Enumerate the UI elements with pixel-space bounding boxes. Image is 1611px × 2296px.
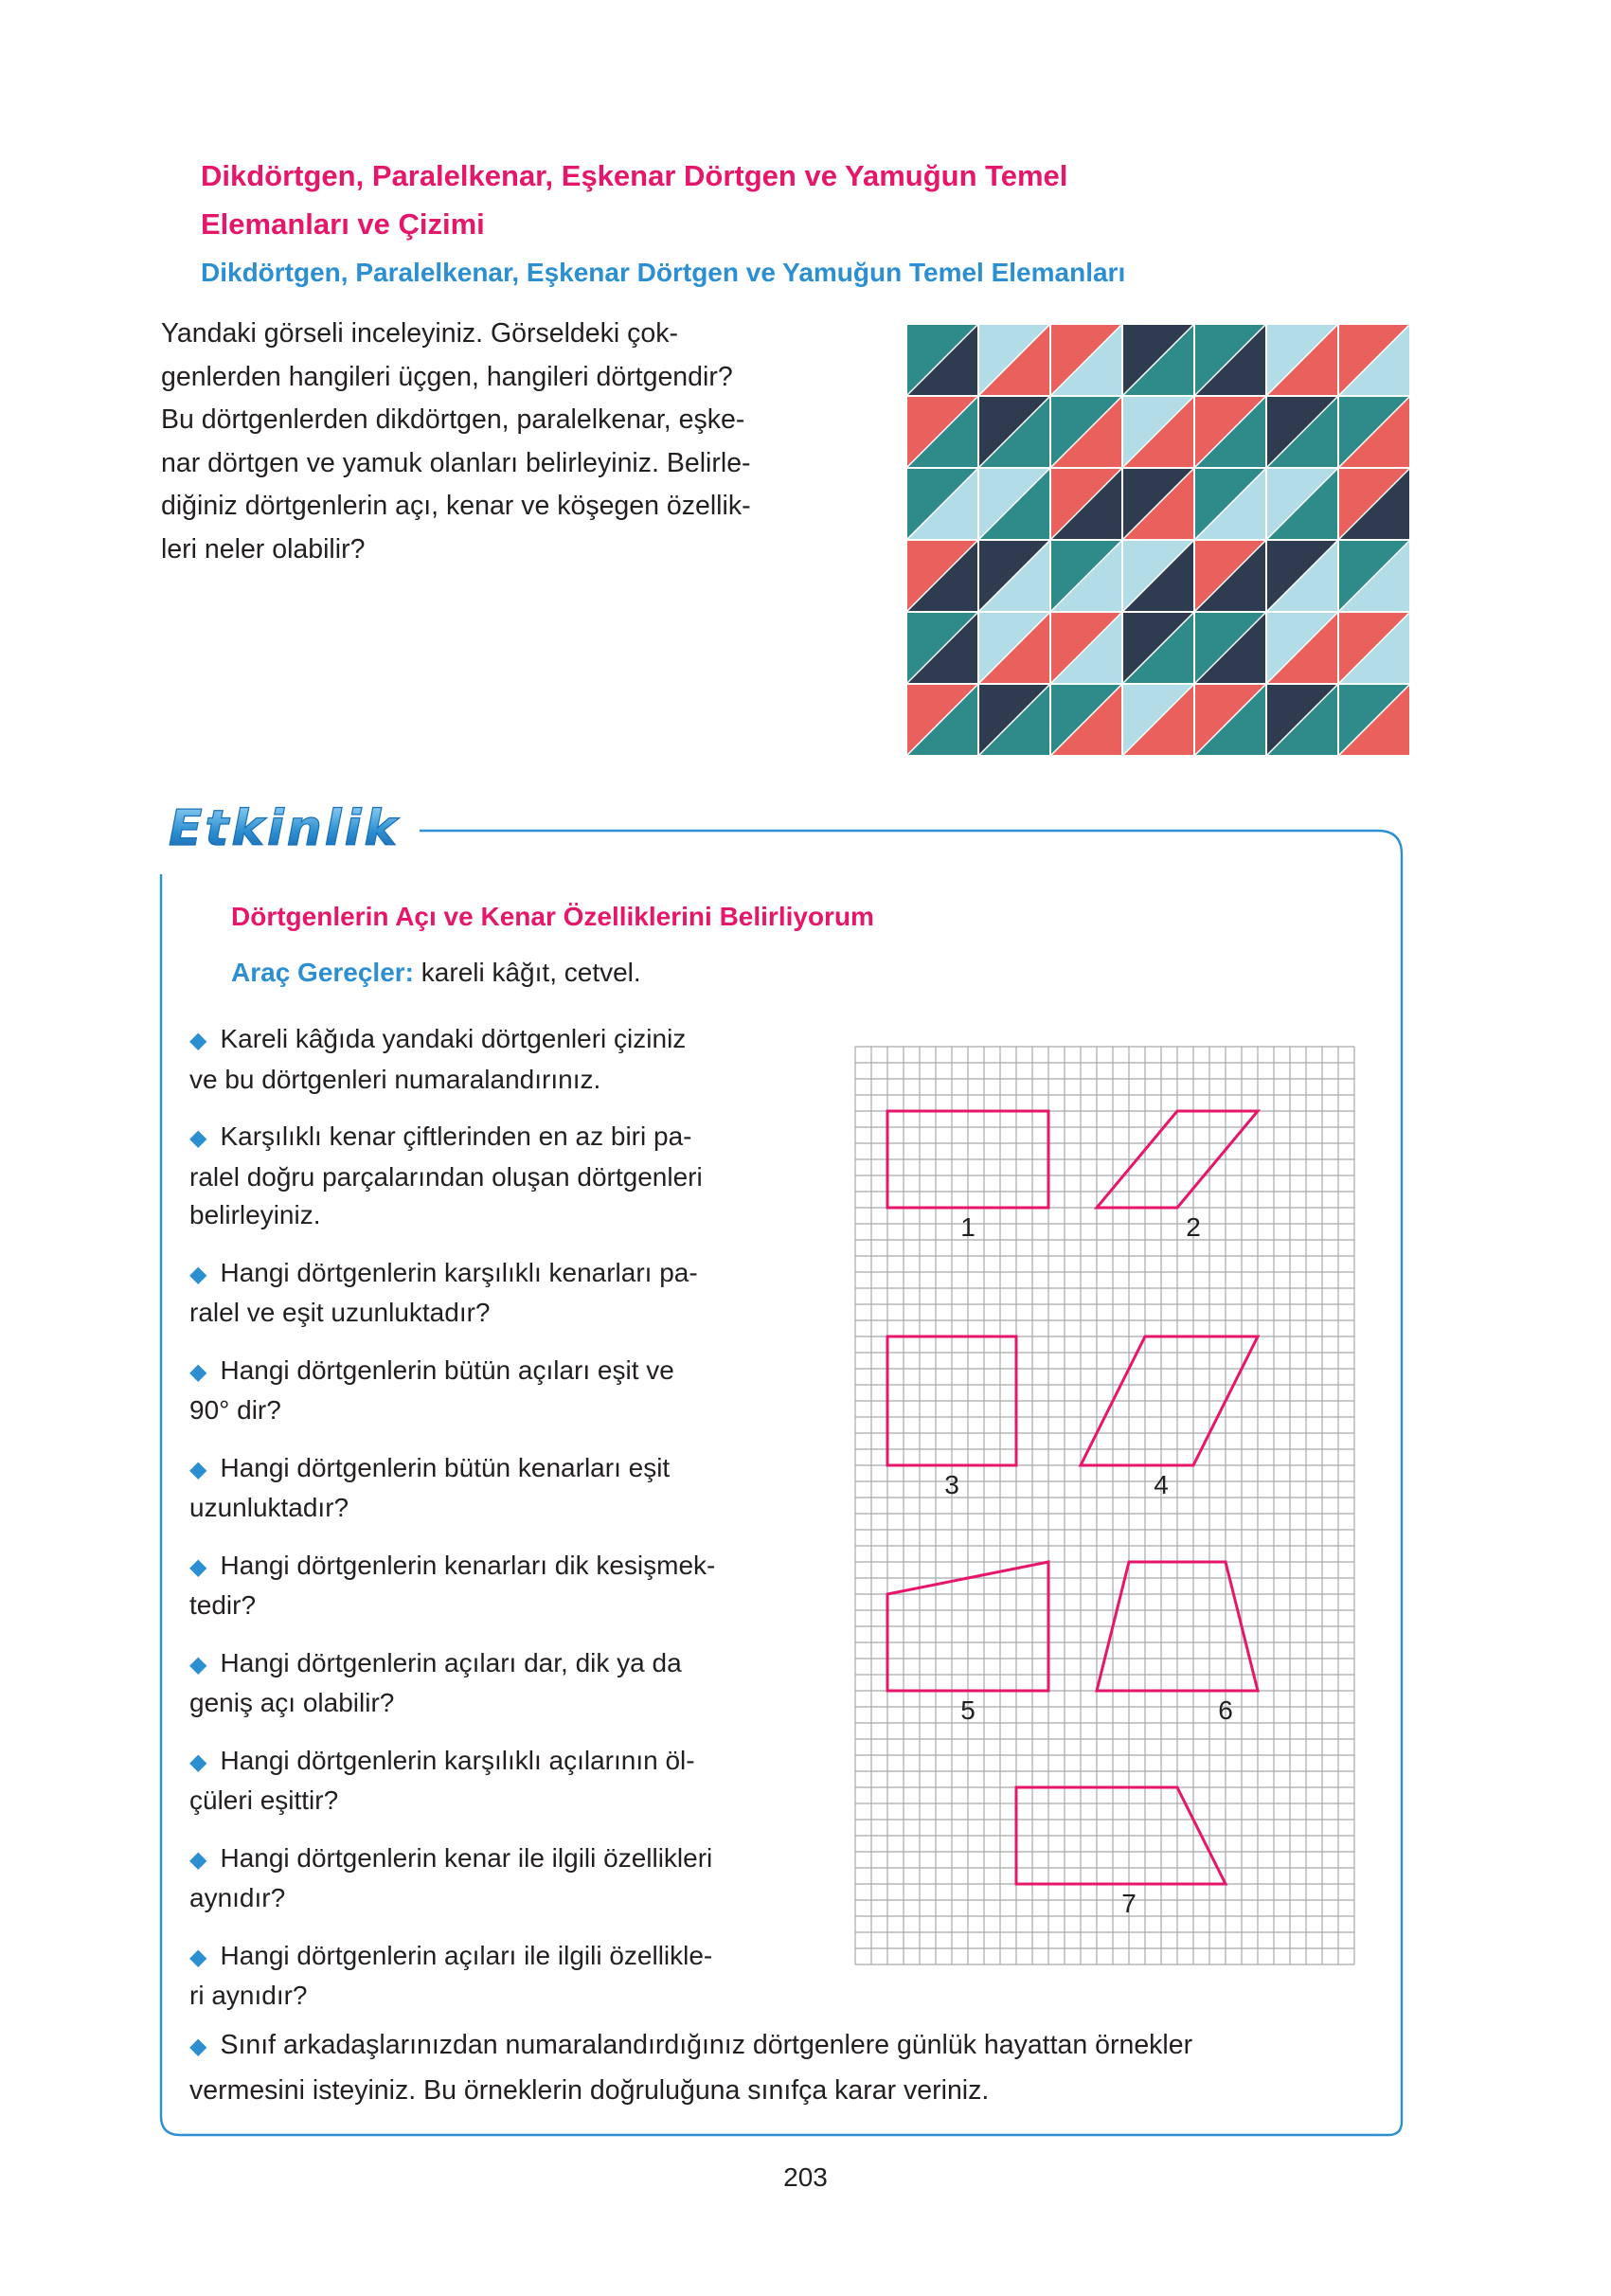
list-item (189, 1839, 805, 1918)
final-paragraph (189, 2023, 1383, 2112)
page-number: 203 (783, 2162, 828, 2192)
intro-line: diğiniz dörtgenlerin açı, kenar ve köşegen özellik- (161, 491, 751, 521)
question-text: belirleyiniz. (189, 1200, 321, 1229)
list-item (189, 1644, 805, 1723)
diamond-bullet-icon: ◆ (189, 1261, 207, 1287)
diamond-bullet-icon: ◆ (189, 1846, 207, 1873)
intro-line: genlerden hangileri üçgen, hangileri dörtgendir? (161, 361, 733, 392)
diamond-bullet-icon: ◆ (189, 1028, 207, 1053)
activity-title: Dörtgenlerin Açı ve Kenar Özelliklerini Belirliyorum (231, 902, 874, 931)
main-title (201, 152, 1337, 248)
list-item (189, 1254, 805, 1333)
question-text: ve bu dörtgenleri numaralandırınız. (189, 1064, 601, 1094)
question-text: Hangi dörtgenlerin açıları ile ilgili özellikle- (220, 1940, 713, 1970)
question-text: ri aynıdır? (189, 1981, 308, 2010)
question-text: Hangi dörtgenlerin kenarları dik kesişmek- (220, 1550, 716, 1580)
question-text: Hangi dörtgenlerin bütün açıları eşit ve (220, 1354, 674, 1385)
list-item (189, 1352, 805, 1430)
intro-line: Yandaki görseli inceleyiniz. Görseldeki çok- (161, 318, 678, 349)
shape-label-3: 3 (944, 1470, 959, 1499)
question-text: 90° dir? (189, 1395, 281, 1425)
list-item (189, 1742, 805, 1821)
list-item (189, 1020, 805, 1099)
main-title-line1: Dikdörtgen, Paralelkenar, Eşkenar Dörtgen ve Yamuğun Temel (201, 159, 1068, 192)
shape-label-7: 7 (1121, 1889, 1137, 1918)
diamond-bullet-icon: ◆ (189, 1651, 207, 1677)
etkinlik-label: Etkinlik (169, 800, 401, 857)
intro-line: Bu dörtgenlerden dikdörtgen, paralelkenar, eşke- (161, 404, 745, 435)
intro-paragraph (161, 313, 850, 571)
intro-line: leri neler olabilir? (161, 533, 366, 565)
tools-label: Araç Gereçler: (231, 958, 415, 987)
tools-line (231, 958, 641, 988)
question-text: ralel ve eşit uzunluktadır? (189, 1298, 491, 1327)
question-text: aynıdır? (189, 1883, 286, 1912)
question-text: Hangi dörtgenlerin kenar ile ilgili özellikleri (220, 1842, 713, 1873)
triangle-mosaic-image (906, 324, 1410, 756)
final-text: Sınıf arkadaşlarınızdan numaralandırdığınız dörtgenlere günlük hayattan örnekler (220, 2030, 1193, 2060)
question-text: Hangi dörtgenlerin karşılıklı kenarları pa- (220, 1257, 698, 1287)
shape-label-2: 2 (1186, 1212, 1201, 1242)
question-text: Hangi dörtgenlerin açıları dar, dik ya da (220, 1647, 682, 1677)
quadrilateral-grid-figure (850, 1041, 1368, 1979)
final-text: vermesini isteyiniz. Bu örneklerin doğruluğuna sınıfça karar veriniz. (189, 2075, 990, 2106)
question-text: Hangi dörtgenlerin bütün kenarları eşit (220, 1452, 671, 1482)
list-item (189, 1937, 805, 2016)
question-text: Kareli kâğıda yandaki dörtgenleri çiziniz (220, 1024, 687, 1053)
diamond-bullet-icon: ◆ (189, 1456, 207, 1482)
question-text: ralel doğru parçalarından oluşan dörtgenleri (189, 1161, 703, 1192)
list-item (189, 1118, 805, 1235)
question-list (189, 1020, 805, 2035)
diamond-bullet-icon: ◆ (189, 1749, 207, 1775)
diamond-bullet-icon: ◆ (189, 1358, 207, 1385)
sub-title: Dikdörtgen, Paralelkenar, Eşkenar Dörtgen ve Yamuğun Temel Elemanları (201, 258, 1126, 287)
list-item (189, 1547, 805, 1625)
shape-label-4: 4 (1154, 1470, 1169, 1499)
list-item (189, 1449, 805, 1528)
tools-value: kareli kâğıt, cetvel. (414, 958, 641, 987)
diamond-bullet-icon: ◆ (189, 1944, 207, 1970)
question-text: Hangi dörtgenlerin karşılıklı açılarının öl- (220, 1745, 695, 1775)
grid-lines (855, 1047, 1354, 1964)
shape-label-5: 5 (960, 1695, 976, 1725)
question-text: tedir? (189, 1590, 257, 1620)
question-text: geniş açı olabilir? (189, 1688, 395, 1717)
main-title-line2: Elemanları ve Çizimi (201, 207, 485, 241)
shape-label-6: 6 (1218, 1695, 1233, 1725)
diamond-bullet-icon: ◆ (189, 2034, 207, 2059)
question-text: uzunluktadır? (189, 1493, 349, 1522)
shape-label-1: 1 (960, 1212, 976, 1242)
question-text: Karşılıklı kenar çiftlerinden en az biri pa- (220, 1121, 692, 1151)
question-text: çüleri eşittir? (189, 1785, 339, 1815)
intro-line: nar dörtgen ve yamuk olanları belirleyiniz. Belirle- (161, 447, 751, 478)
diamond-bullet-icon: ◆ (189, 1125, 207, 1151)
diamond-bullet-icon: ◆ (189, 1553, 207, 1580)
